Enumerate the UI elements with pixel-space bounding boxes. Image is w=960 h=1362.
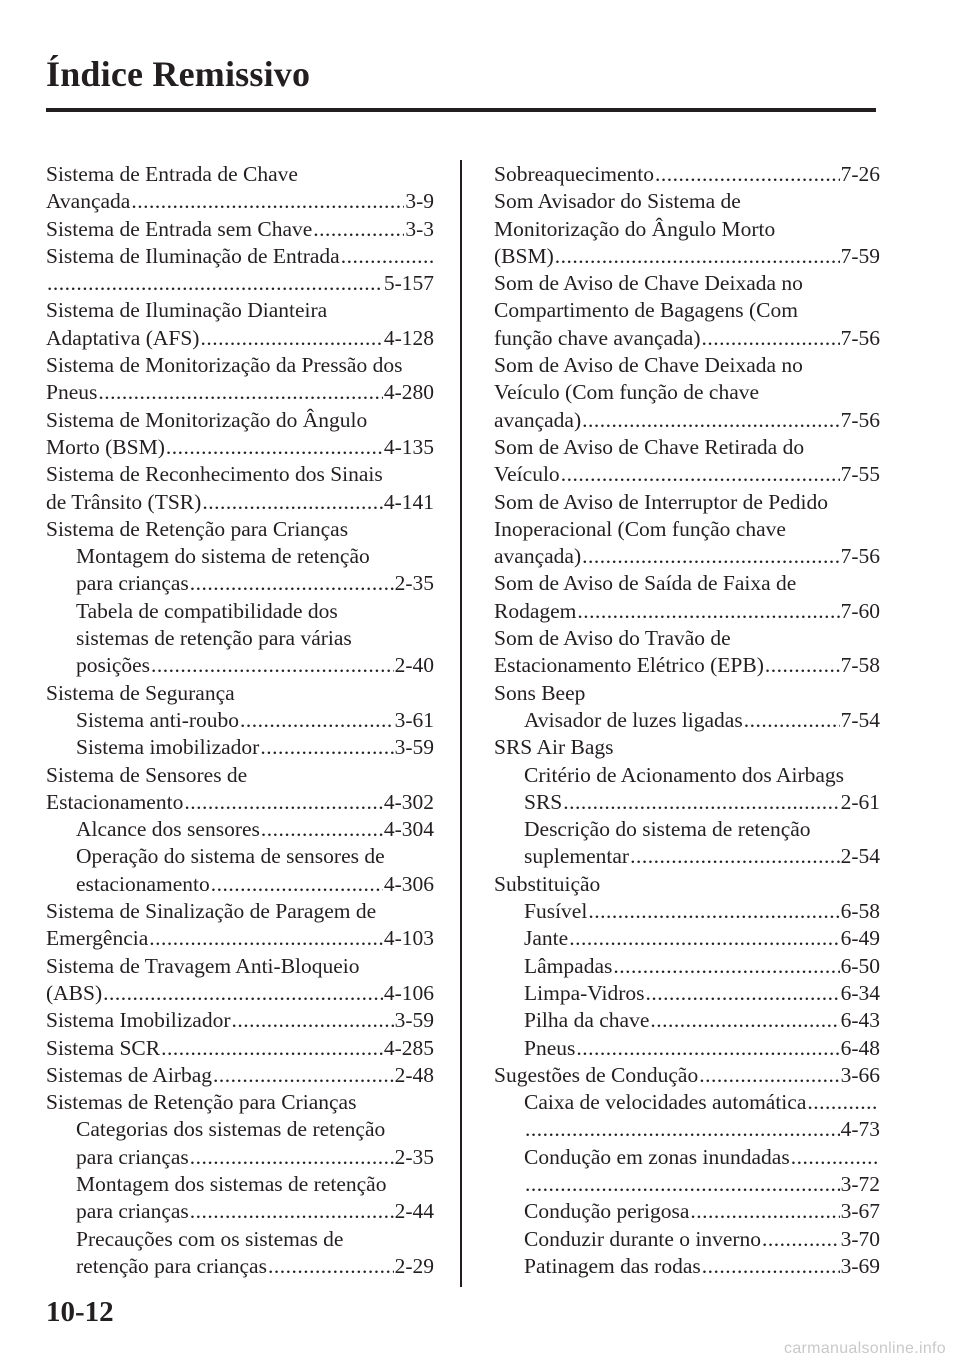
index-entry (494, 625, 880, 652)
index-subentry (46, 1116, 434, 1143)
entry-text: Pneus (524, 1035, 576, 1060)
index-subentry (46, 1171, 434, 1198)
index-entry (494, 161, 880, 188)
index-subentry (494, 1198, 880, 1225)
index-subentry (494, 762, 880, 789)
index-entry (494, 379, 880, 406)
entry-text: Lâmpadas (524, 953, 613, 978)
index-subentry (46, 734, 434, 761)
entry-text: Sistema de Retenção para Crianças (46, 516, 349, 541)
entry-page-ref: 7-56 (840, 407, 880, 432)
index-subentry (494, 1116, 880, 1143)
index-subentry (494, 1144, 880, 1171)
entry-page-ref: 2-29 (394, 1253, 434, 1278)
entry-text: suplementar (524, 844, 630, 869)
dot-leader (563, 789, 839, 816)
entry-text: Veículo (494, 462, 560, 487)
dot-leader (166, 434, 383, 461)
entry-page-ref: 7-59 (840, 243, 880, 268)
entry-text: Som de Aviso de Saída de Faixa de (494, 571, 797, 596)
dot-leader (577, 598, 839, 625)
index-subentry (494, 816, 880, 843)
index-entry (46, 898, 434, 925)
entry-text: Estacionamento Elétrico (EPB) (494, 653, 764, 678)
index-entry (494, 407, 880, 434)
entry-text: posições (76, 653, 151, 678)
entry-page-ref: 4-135 (383, 434, 434, 459)
index-subentry (46, 707, 434, 734)
entry-text: avançada) (494, 407, 582, 432)
index-entry (494, 598, 880, 625)
entry-text: Estacionamento (46, 789, 184, 814)
index-subentry (494, 925, 880, 952)
entry-text: retenção para crianças (76, 1253, 267, 1278)
dot-leader (151, 652, 394, 679)
index-subentry (494, 843, 880, 870)
dot-leader (555, 243, 840, 270)
dot-leader (744, 707, 840, 734)
dot-leader (200, 325, 382, 352)
dot-leader (525, 1116, 840, 1143)
index-subentry (46, 816, 434, 843)
entry-page-ref: 3-61 (394, 707, 434, 732)
index-entry (46, 434, 434, 461)
index-entry (46, 352, 434, 379)
dot-leader (98, 379, 382, 406)
dot-leader (161, 1035, 383, 1062)
dot-leader (807, 1089, 879, 1116)
entry-text: Limpa-Vidros (524, 980, 645, 1005)
index-entry (46, 953, 434, 980)
index-entry (46, 297, 434, 324)
dot-leader (190, 1144, 394, 1171)
dot-leader (232, 1007, 394, 1034)
entry-text: Sistema imobilizador (76, 735, 260, 760)
entry-text: Sistema Imobilizador (46, 1008, 231, 1033)
index-subentry (46, 598, 434, 625)
index-entry (46, 188, 434, 215)
index-subentry (494, 1171, 880, 1198)
dot-leader (613, 953, 839, 980)
entry-page-ref: 2-61 (840, 789, 880, 814)
entry-page-ref: 7-56 (840, 325, 880, 350)
entry-text: Categorias dos sistemas de retenção (76, 1117, 386, 1142)
entry-page-ref: 6-34 (840, 980, 880, 1005)
index-entry (494, 188, 880, 215)
index-entry (494, 461, 880, 488)
index-entry (494, 434, 880, 461)
index-entry (494, 543, 880, 570)
dot-leader (184, 789, 383, 816)
entry-page-ref: 2-44 (394, 1199, 434, 1224)
entry-text: Sistemas de Airbag (46, 1062, 213, 1087)
entry-text: para crianças (76, 1199, 189, 1224)
entry-page-ref: 4-106 (383, 980, 434, 1005)
entry-page-ref: 4-306 (383, 871, 434, 896)
dot-leader (561, 461, 840, 488)
entry-text: Sistema de Entrada de Chave (46, 162, 298, 186)
entry-text: (ABS) (46, 980, 103, 1005)
entry-page-ref: 3-59 (394, 735, 434, 760)
entry-text: Sistema de Entrada sem Chave (46, 216, 313, 241)
entry-text: Montagem dos sistemas de retenção (76, 1171, 387, 1196)
index-entry (494, 297, 880, 324)
dot-leader (690, 1198, 839, 1225)
dot-leader (576, 1035, 839, 1062)
index-entry (46, 980, 434, 1007)
entry-page-ref: 3-59 (394, 1008, 434, 1033)
entry-text: Conduzir durante o inverno (524, 1226, 762, 1251)
index-column-left (46, 161, 434, 1280)
entry-text: Som de Aviso de Chave Retirada do (494, 434, 805, 459)
entry-text: Som de Aviso de Interruptor de Pedido (494, 489, 828, 514)
dot-leader (699, 1062, 839, 1089)
entry-text: Inoperacional (Com função chave (494, 516, 786, 541)
index-subentry (46, 652, 434, 679)
entry-page-ref: 6-48 (840, 1035, 880, 1060)
index-entry (46, 270, 434, 297)
dot-leader (190, 570, 394, 597)
entry-text: Avançada (46, 189, 131, 214)
index-entry (46, 1007, 434, 1034)
index-subentry (494, 898, 880, 925)
entry-page-ref: 3-3 (405, 216, 434, 241)
index-subentry (46, 1198, 434, 1225)
entry-page-ref: 4-280 (383, 380, 434, 405)
entry-text: Sobreaquecimento (494, 162, 655, 186)
entry-text: avançada) (494, 544, 582, 569)
index-entry (494, 325, 880, 352)
index-entry (46, 762, 434, 789)
index-subentry (46, 1253, 434, 1280)
index-subentry (494, 980, 880, 1007)
entry-text: Som de Aviso do Travão de (494, 626, 731, 651)
entry-text: Sistema anti-roubo (76, 707, 240, 732)
index-subentry (46, 843, 434, 870)
entry-text: Sistemas de Retenção para Crianças (46, 1090, 357, 1115)
index-subentry (46, 1226, 434, 1253)
index-entry (46, 789, 434, 816)
dot-leader (268, 1253, 394, 1280)
entry-text: Pilha da chave (524, 1008, 650, 1033)
index-entry (46, 1062, 434, 1089)
dot-leader (702, 325, 840, 352)
index-entry (46, 461, 434, 488)
entry-page-ref: 3-70 (840, 1226, 880, 1251)
watermark: carmanualsonline.info (784, 1340, 946, 1357)
dot-leader (131, 188, 404, 215)
entry-page-ref: 7-58 (840, 653, 880, 678)
entry-page-ref: 6-50 (840, 953, 880, 978)
entry-text: de Trânsito (TSR) (46, 489, 202, 514)
entry-page-ref: 6-58 (840, 899, 880, 924)
index-entry (494, 243, 880, 270)
entry-text: SRS Air Bags (494, 735, 614, 760)
entry-text: Operação do sistema de sensores de (76, 844, 385, 869)
index-entry (494, 489, 880, 516)
index-entry (494, 1062, 880, 1089)
entry-text: Caixa de velocidades automática (524, 1090, 807, 1115)
index-entry (46, 325, 434, 352)
entry-text: Fusível (524, 899, 588, 924)
entry-text: para crianças (76, 1144, 189, 1169)
entry-page-ref: 4-103 (383, 926, 434, 951)
entry-text: (BSM) (494, 243, 554, 268)
entry-page-ref: 7-55 (840, 462, 880, 487)
index-subentry (46, 625, 434, 652)
index-entry (46, 516, 434, 543)
entry-text: Sistema de Sensores de (46, 762, 248, 787)
entry-text: Emergência (46, 926, 149, 951)
entry-text: Rodagem (494, 598, 577, 623)
entry-text: sistemas de retenção para várias (76, 626, 352, 651)
dot-leader (791, 1144, 879, 1171)
dot-leader (630, 843, 840, 870)
entry-page-ref: 2-40 (394, 653, 434, 678)
entry-text: Avisador de luzes ligadas (524, 707, 743, 732)
dot-leader (646, 980, 840, 1007)
entry-page-ref: 3-67 (840, 1199, 880, 1224)
entry-page-ref: 5-157 (383, 271, 434, 296)
entry-page-ref: 4-73 (840, 1117, 880, 1142)
column-divider (460, 160, 462, 1287)
index-subentry (494, 789, 880, 816)
entry-page-ref: 2-48 (394, 1062, 434, 1087)
index-subentry (494, 1007, 880, 1034)
index-entry (494, 680, 880, 707)
dot-leader (650, 1007, 839, 1034)
entry-text: Compartimento de Bagagens (Com (494, 298, 798, 323)
index-subentry (46, 1144, 434, 1171)
entry-text: Morto (BSM) (46, 434, 165, 459)
index-entry (46, 407, 434, 434)
entry-page-ref: 3-69 (840, 1253, 880, 1278)
entry-text: Montagem do sistema de retenção (76, 544, 370, 569)
entry-text: Jante (524, 926, 569, 951)
entry-text: Som Avisador do Sistema de (494, 189, 741, 214)
index-entry (494, 570, 880, 597)
entry-text: Sistema SCR (46, 1035, 161, 1060)
index-subentry (494, 1253, 880, 1280)
dot-leader (525, 1171, 840, 1198)
index-subentry (494, 1089, 880, 1116)
entry-page-ref: 4-302 (383, 789, 434, 814)
entry-text: Sons Beep (494, 680, 586, 705)
dot-leader (211, 871, 383, 898)
dot-leader (202, 489, 383, 516)
dot-leader (762, 1226, 840, 1253)
entry-text: Veículo (Com função de chave (494, 380, 760, 405)
index-entry (494, 352, 880, 379)
dot-leader (261, 816, 383, 843)
index-entry (46, 925, 434, 952)
index-subentry (494, 1226, 880, 1253)
index-subentry (46, 871, 434, 898)
entry-page-ref: 2-54 (840, 844, 880, 869)
dot-leader (655, 161, 840, 188)
dot-leader (582, 407, 839, 434)
entry-page-ref: 2-35 (394, 1144, 434, 1169)
dot-leader (588, 898, 839, 925)
entry-text: Patinagem das rodas (524, 1253, 701, 1278)
entry-text: Sistema de Monitorização do Ângulo (46, 407, 368, 432)
dot-leader (569, 925, 839, 952)
index-entry (494, 652, 880, 679)
title-rule (46, 108, 876, 112)
dot-leader (47, 270, 383, 297)
entry-text: Sistema de Iluminação Dianteira (46, 298, 328, 323)
index-entry (46, 680, 434, 707)
index-entry (46, 1035, 434, 1062)
entry-text: Sistema de Sinalização de Paragem de (46, 899, 377, 924)
dot-leader (240, 707, 394, 734)
entry-page-ref: 6-49 (840, 926, 880, 951)
dot-leader (341, 243, 433, 270)
entry-page-ref: 7-56 (840, 544, 880, 569)
dot-leader (582, 543, 839, 570)
entry-text: Condução em zonas inundadas (524, 1144, 790, 1169)
entry-text: Som de Aviso de Chave Deixada no (494, 271, 803, 296)
dot-leader (313, 216, 404, 243)
index-entry (46, 1089, 434, 1116)
index-entry (494, 216, 880, 243)
entry-page-ref: 4-141 (383, 489, 434, 514)
dot-leader (149, 925, 383, 952)
entry-page-ref: 4-304 (383, 817, 434, 842)
index-subentry (494, 707, 880, 734)
entry-page-ref: 3-72 (840, 1171, 880, 1196)
entry-page-ref: 3-66 (840, 1062, 880, 1087)
dot-leader (702, 1253, 840, 1280)
index-entry (494, 516, 880, 543)
entry-text: Adaptativa (AFS) (46, 325, 200, 350)
index-entry (494, 734, 880, 761)
entry-text: estacionamento (76, 871, 210, 896)
index-entry (46, 161, 434, 188)
index-subentry (46, 570, 434, 597)
entry-text: Sistema de Monitorização da Pressão dos (46, 353, 403, 378)
entry-text: Descrição do sistema de retenção (524, 817, 811, 842)
index-subentry (494, 1035, 880, 1062)
index-entry (494, 270, 880, 297)
entry-text: Sistema de Iluminação de Entrada (46, 243, 340, 268)
page-number: 10-12 (46, 1296, 114, 1328)
entry-page-ref: 6-43 (840, 1008, 880, 1033)
entry-text: Substituição (494, 871, 601, 896)
entry-text: função chave avançada) (494, 325, 701, 350)
dot-leader (765, 652, 840, 679)
entry-text: Tabela de compatibilidade dos (76, 598, 338, 623)
entry-page-ref: 7-54 (840, 707, 880, 732)
entry-page-ref: 4-128 (383, 325, 434, 350)
dot-leader (260, 734, 393, 761)
entry-text: Monitorização do Ângulo Morto (494, 216, 776, 241)
entry-page-ref: 7-60 (840, 598, 880, 623)
entry-text: para crianças (76, 571, 189, 596)
entry-page-ref: 2-35 (394, 571, 434, 596)
entry-text: SRS (524, 789, 563, 814)
dot-leader (103, 980, 383, 1007)
entry-page-ref: 3-9 (405, 189, 434, 214)
index-entry (46, 489, 434, 516)
index-entry (46, 379, 434, 406)
index-entry (46, 216, 434, 243)
index-column-right (494, 161, 880, 1280)
dot-leader (190, 1198, 394, 1225)
index-entry (494, 871, 880, 898)
entry-text: Precauções com os sistemas de (76, 1226, 344, 1251)
entry-page-ref: 4-285 (383, 1035, 434, 1060)
entry-text: Sugestões de Condução (494, 1062, 699, 1087)
index-subentry (46, 543, 434, 570)
page-title: Índice Remissivo (46, 54, 311, 94)
entry-text: Pneus (46, 380, 98, 405)
index-subentry (494, 953, 880, 980)
entry-text: Condução perigosa (524, 1199, 690, 1224)
entry-text: Critério de Acionamento dos Airbags (524, 762, 845, 787)
entry-text: Sistema de Segurança (46, 680, 235, 705)
entry-text: Sistema de Reconhecimento dos Sinais (46, 462, 383, 487)
entry-text: Som de Aviso de Chave Deixada no (494, 353, 803, 378)
dot-leader (213, 1062, 394, 1089)
entry-page-ref: 7-26 (840, 162, 880, 186)
index-entry (46, 243, 434, 270)
entry-text: Sistema de Travagem Anti-Bloqueio (46, 953, 360, 978)
entry-text: Alcance dos sensores (76, 817, 260, 842)
